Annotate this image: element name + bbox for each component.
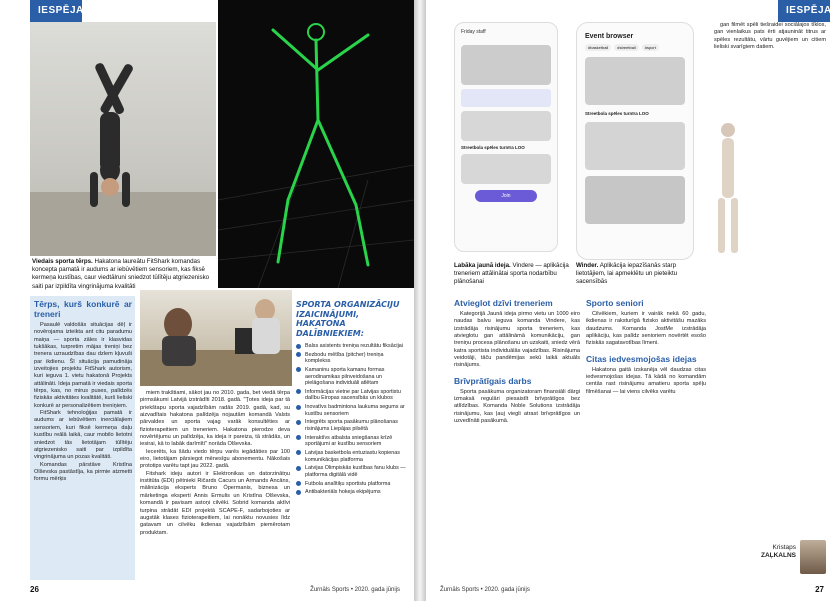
winder-app-screenshot [576, 22, 694, 260]
mid-paragraph: miem trakštiami, sākot jau no 2010. gada, bet viedā tērpa pirmsākumi Latvijā izstrādīti 2018. gadā. "Ţotes ideja par tā priekštapu sporta vajadzībām radās 2019. gadā, kad, su aizvadītais hakatona palīdzēja nojautām komandā Valsts pārvaldes un sporta vajag varāk konsultēties ar fizioterapeitiem un treneriem. Hakatona pierodze deva novērtējumu un palīdzēja, ka ideja ir pareiza, tā strādās, un iesirai, kā to labāk darīmīti" norāda Olševska. [140, 390, 290, 448]
list-item: Latvijas Olimpiskās kustības fanu klubs — platforma digitālā vidē [296, 465, 409, 478]
page-number: 26 [30, 585, 39, 594]
list-item: Inovatīvs badmintona laukuma segums ar kustību sensoriem [296, 404, 409, 417]
gymnast-caption [32, 258, 216, 291]
category-chip[interactable]: #basketball [585, 44, 611, 51]
join-button[interactable]: Join [475, 190, 537, 202]
page-spine [414, 0, 426, 601]
left-page [0, 0, 414, 601]
right-page [426, 0, 840, 601]
section-heading: Atvieglot dzīvi treneriem [454, 298, 553, 308]
list-item: Integrēts sporta pasākumu plānošanas risinājums Liepājas pilsētā [296, 419, 409, 432]
event-image [585, 122, 685, 170]
article-column-3 [714, 22, 826, 532]
event-image [585, 57, 685, 105]
category-chip[interactable]: #sport [642, 44, 659, 51]
list-item: Informācijas vietne par Latvijas sportistu dalību Eiropas sacensībās un klubos [296, 389, 409, 402]
author-byline [761, 544, 796, 560]
section-heading: Citas iedvesmojošas idejas [586, 353, 697, 364]
section-heading: Brīvprātīgais darbs [454, 375, 532, 386]
sidebar-paragraph: Komandas pārstāve Kristīna Olševska pastāstīja, ka pirmie atzmetti formu mērķis [34, 461, 132, 483]
app-row [461, 89, 551, 107]
motion-tracking-photo [218, 0, 414, 288]
caption-title: Winder. [576, 262, 599, 269]
page-footer: Žurnāls Sports • 2020. gada jūnijs [310, 587, 400, 593]
sports-challenges-box [296, 300, 409, 570]
sidebar-article [34, 299, 132, 577]
section-paragraph: Kategorijā Jaunā ideja pirmo vietu un 1000 eiro naudas balvu ieguva komanda Vindere, kas izstrādāja risinājumu sporta treneriem, kas atvieglotu gan attālināmā komunikāciju, gan treniņu procesa plānošanu un uzskaiti, sniedz vērā katra sportista individuālās vajadzības. Risinājuma veidotāji, tāču pandēmijas sekū laikā aktuāls risinājums. [454, 311, 580, 369]
sidebar-paragraph: FitShark tehnoloģijas pamatā ir audums ar iebūvētiem inerciālajiem sensoriem, kuri fiksē kermeņa daļu kustību reālā laikā, caur mobilo lietotni sniedzot tās lietotājam tūlītēju atgriezenisko saiti par izpildīta vingrinājuma un pozas kvalitāti. [34, 410, 132, 461]
phone-header-label: Friday staff [461, 29, 486, 35]
article-column-1 [454, 298, 580, 580]
event-browser-title: Event browser [585, 33, 634, 40]
mid-paragraph: Fitshark ideju autori ir Elektronikas un datorzinātņu institūta (EDI) pētnieki Ričards Cacurs un Armands Ancāns, mālinizācija eksperts Bruno Ōpermanis, biznesa un mārketinga eksperti Annis Ermulis un Kristīna Olševska, komandā ir pavisam astoņi cilvēki. Sobrid komanda aktīvi turpina strādāt EDI projektā SCAPE-F, sadarbojoties ar augstāk klases fizioterapeitiem, lai nonāktu novusies līdz gatavam un cilvēku ikdienas vajadzībām piemērotam produktam. [140, 470, 290, 536]
page-footer: Žurnāls Sports • 2020. gada jūnijs [440, 587, 530, 593]
sports-box-title: SPORTA ORGANIZĀCIJU IZAICINĀJUMI, HAKATONA DALĪBNIEKIEM: [296, 300, 400, 338]
event-image [585, 176, 685, 224]
app-image-placeholder [461, 111, 551, 141]
author-first-name: Kristaps [772, 544, 796, 551]
winder-caption [576, 262, 696, 287]
section-heading: Sporto seniori [586, 298, 644, 308]
author-last-name: ZAĻKALNS [760, 552, 796, 559]
motion-skeleton-graphic [218, 0, 414, 288]
vindere-caption [454, 262, 574, 287]
list-item: Kamaninu sporta kamanu formas aerodinamikas pilnveidošana un pielāgošana individuāli atlētam [296, 367, 409, 387]
section-tag: IESPĒJA [778, 0, 830, 22]
list-item: Futbola analītiķu sportistu platforma [296, 481, 409, 488]
section-paragraph: Sporta pasākuma organizatoram finansiāli dārgi izmaksā regulāri piesaistīt brīvprātīgos bez atlīdzības. Komanda Noble Solutions izstrādāja risinājumu, kas ļauj viegli atrast brīvprātīgos un uzvedīnāti pasākumā. [454, 388, 580, 425]
team-meeting-illustration [140, 290, 292, 386]
gymnast-illustration [30, 22, 216, 256]
phone-header [455, 23, 557, 41]
list-item: Antibakteriāls hokeja ekipējums [296, 489, 409, 496]
list-item: Balss asistents treniņa rezultātu fiksācijai [296, 343, 409, 350]
section-tag: IESPĒJA [30, 0, 82, 22]
section-paragraph: Cilvēkiem, kuriem ir vairāk nekā 60 gadu, ikdienas ir raksturīgā fizisko aktivitāšu mazāks daudzums. Komanda JostMe izstrādāja aplikāciju, kas palīdz senioriem novērtēt esošo fiziskās sagatavotības līmeni. [586, 311, 706, 347]
app-event-title: Streetbola spēles turnīra LOO [461, 145, 525, 150]
vindere-app-screenshot [454, 22, 558, 252]
event-title: Streetbola spēles turnīra LOO [585, 111, 649, 116]
caption-text: Aplikācija iepazīšanās starp lietotājiem, lai apmeklētu un pieteiktu sacensībās [576, 262, 678, 286]
sidebar-heading: Tērps, kurš konkurē ar treneri [34, 299, 132, 319]
section-paragraph: gan filmēt spēli tiešraidei sociālajos tīklos, gan vienlaikus pats ērti atjaunināt titrus ar spēles rezultātu, vārtu guvējiem un citiem lieliski svarīgiem datiem. [714, 22, 826, 51]
caption-title: Labāka jaunā ideja. [454, 262, 511, 269]
author-photo [800, 540, 826, 574]
app-image-placeholder [461, 154, 551, 184]
category-chip[interactable]: #streetball [614, 44, 638, 51]
list-item: Bezbodu mētība (pitcher) treniņa komplekss [296, 352, 409, 365]
page-number: 27 [815, 585, 824, 594]
category-chips [577, 44, 693, 51]
mid-paragraph: Iecerēts, ka šādu viedo tērpu varēs iegādāties par 100 eiro, lietotājam pārsiegot mēnesīgu abonementu. Nākošais prototips varētu tapt jau 2022. gadā. [140, 448, 290, 470]
sports-challenges-list [296, 343, 409, 496]
team-photo [140, 290, 292, 386]
list-item: Interaktīvs atbalsta sniegšanas krīzē sportājumi ar kustību sensoriem [296, 435, 409, 448]
mid-column [140, 390, 290, 580]
caption-text: Hakatona laureātu FitShark komandas koncepta pamatā ir audums ar iebūvētiem sensoriem, kas fiksē kermeņa kustības, caur viedtālruni sniedzot tūlītēju atgriezenisko saiti par izpildīta vingrinājuma kvalitāti [32, 258, 210, 290]
caption-text: Vindere — aplikācija treneriem attālinātai sporta nodarbību plānošanai [454, 262, 569, 286]
gymnast-photo [30, 22, 216, 256]
sidebar-paragraph: Pasaulē valdošās situācijas dēļ ir novērojama izteikta ant citu paradumu maiņa — sporta zāles ir klasvidas tukšākas, turpretim mājas treniņi bez trenera uzraudzības dau dzlem kļuvuši par ikdienu. Šī situācija pamudināja izveitojies projektu FitShark autorism, kuri ieguva 1. vietu hakatonā Projekts attālināti. Ideja pamatā ir viedais sporta tērps, kas, no mirus puses, palīdzēs fiziskās aktivitātes kvalitātē, kurš lieliski konkurē ar personalizētiem treniņiem. [34, 322, 132, 409]
section-paragraph: Hakatona gaitā izskanēja vēl daudzas citas iedvesmojošas idejas. Tā kādā no komandām centās rast risinājumu amatieru sporta spēļu filmēšanai — lai viens cilvēks varētu [586, 366, 706, 395]
app-image-placeholder [461, 45, 551, 85]
caption-title: Viedais sporta tērps. [32, 258, 93, 265]
list-item: Latvijas basketbola entuziastu kopienas komunikācijas platforma [296, 450, 409, 463]
article-column-2 [586, 298, 706, 580]
